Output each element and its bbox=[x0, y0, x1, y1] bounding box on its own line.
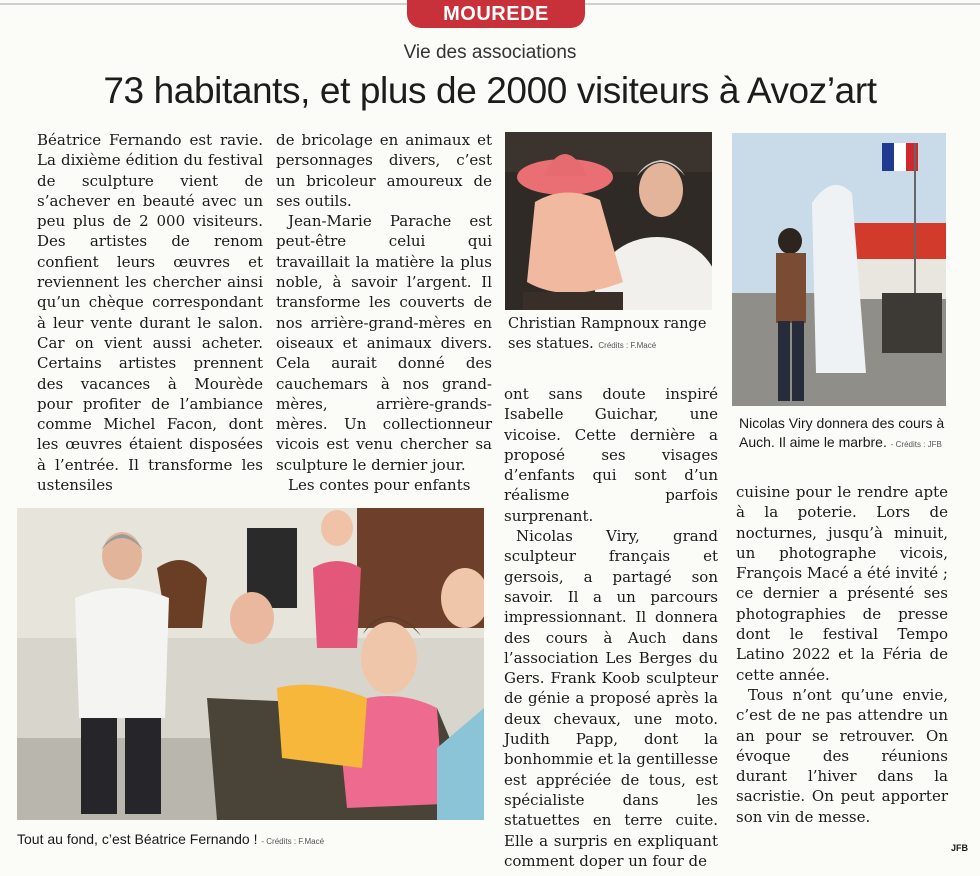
caption-rampnoux-credit: Crédits : F.Macé bbox=[598, 341, 657, 350]
caption-fernando-text: Tout au fond, c’est Béatrice Fernando ! bbox=[17, 831, 258, 847]
caption-viry-credit: - Crédits : JFB bbox=[890, 440, 942, 449]
column-3 bbox=[504, 384, 718, 871]
section-banner: MOUREDE bbox=[407, 0, 585, 28]
column-2 bbox=[276, 130, 492, 495]
caption-rampnoux-text: Christian Rampnoux range ses statues. bbox=[508, 316, 707, 352]
photo-nicolas-viry bbox=[732, 133, 946, 406]
col2-paragraph-2: Jean-Marie Parache est peut-être celui qui travaillait la matière la plus noble, à savoir l’argent. Il transforme les couverts de nos arrière-grand-mères en oiseaux et animaux divers. Cela aurait donné des cauchemars à nos grand-mères, arrière-grands-mères. Un collectionneur vicois est venu chercher sa sculpture le dernier jour. bbox=[276, 212, 492, 474]
col4-paragraph-1: cuisine pour le rendre apte à la poterie. Lors de nocturnes, jusqu’à minuit, un photographe vicois, François Macé a été invité ; ce dernier a présenté ses photographies de presse dont le festival Tempo Latino 2022 et la Féria de cette année. bbox=[736, 483, 948, 684]
col2-paragraph-3: Les contes pour enfants bbox=[288, 476, 471, 495]
photo-christian-rampnoux bbox=[505, 132, 712, 310]
col1-paragraph-1: Béatrice Fernando est ravie. La dixième édition du festival de sculpture vient de s’achever en beauté avec un peu plus de 2 000 visiteurs. Des artistes de renom confient leurs œuvres et reviennent les chercher ainsi qu’un chèque correspondant à leur vente durant le salon. Car on vient aussi acheter. Certains artistes prennent des vacances à Mourède pour profiter de l’ambiance comme Michel Facon, dont les œuvres étaient disposées à l’entrée. Il transforme les ustensiles bbox=[37, 131, 263, 495]
photo-rampnoux-image bbox=[505, 132, 712, 310]
col4-paragraph-2: Tous n’ont qu’une envie, c’est de ne pas attendre un an pour se retrouver. On évoque des réunions durant l’hiver dans la sacristie. On peut apporter son vin de messe. bbox=[736, 685, 948, 826]
kicker: Vie des associations bbox=[403, 42, 577, 63]
author-signature: JFB bbox=[950, 843, 968, 853]
photo-fernando-image bbox=[17, 508, 484, 820]
caption-fernando bbox=[17, 830, 487, 851]
col2-paragraph-1: de bricolage en animaux et personnages divers, c’est un bricoleur amoureux de ses outils. bbox=[276, 131, 492, 210]
column-1 bbox=[37, 130, 263, 495]
photo-beatrice-fernando bbox=[17, 508, 484, 820]
column-4 bbox=[736, 482, 948, 827]
col3-paragraph-2: Nicolas Viry, grand sculpteur français et gersois, a partagé son savoir. Il a un parcours impressionnant. Il donnera des cours à Auch dans l’association Les Berges du Gers. Frank Koob sculpteur de génie a proposé après la deux chevaux, une moto. Judith Papp, dont la bonhommie et la gentillesse est appréciée de tous, est spécialiste dans les statuettes en terre cuite. Elle a surpris en expliquant comment doper un four de bbox=[504, 527, 718, 870]
headline: 73 habitants, et plus de 2000 visiteurs à Avoz’art bbox=[103, 70, 877, 111]
photo-viry-image bbox=[732, 133, 946, 406]
caption-fernando-credit: - Crédits : F.Macé bbox=[261, 837, 325, 846]
caption-viry bbox=[739, 414, 949, 454]
caption-rampnoux bbox=[508, 314, 718, 356]
caption-viry-text: Nicolas Viry donnera des cours à Auch. Il aime le marbre. bbox=[739, 415, 945, 450]
col3-paragraph-1: ont sans doute inspiré Isabelle Guichar, une vicoise. Cette dernière a proposé ses visages d’enfants qui sont d’un réalisme parfois surprenant. bbox=[504, 385, 718, 525]
